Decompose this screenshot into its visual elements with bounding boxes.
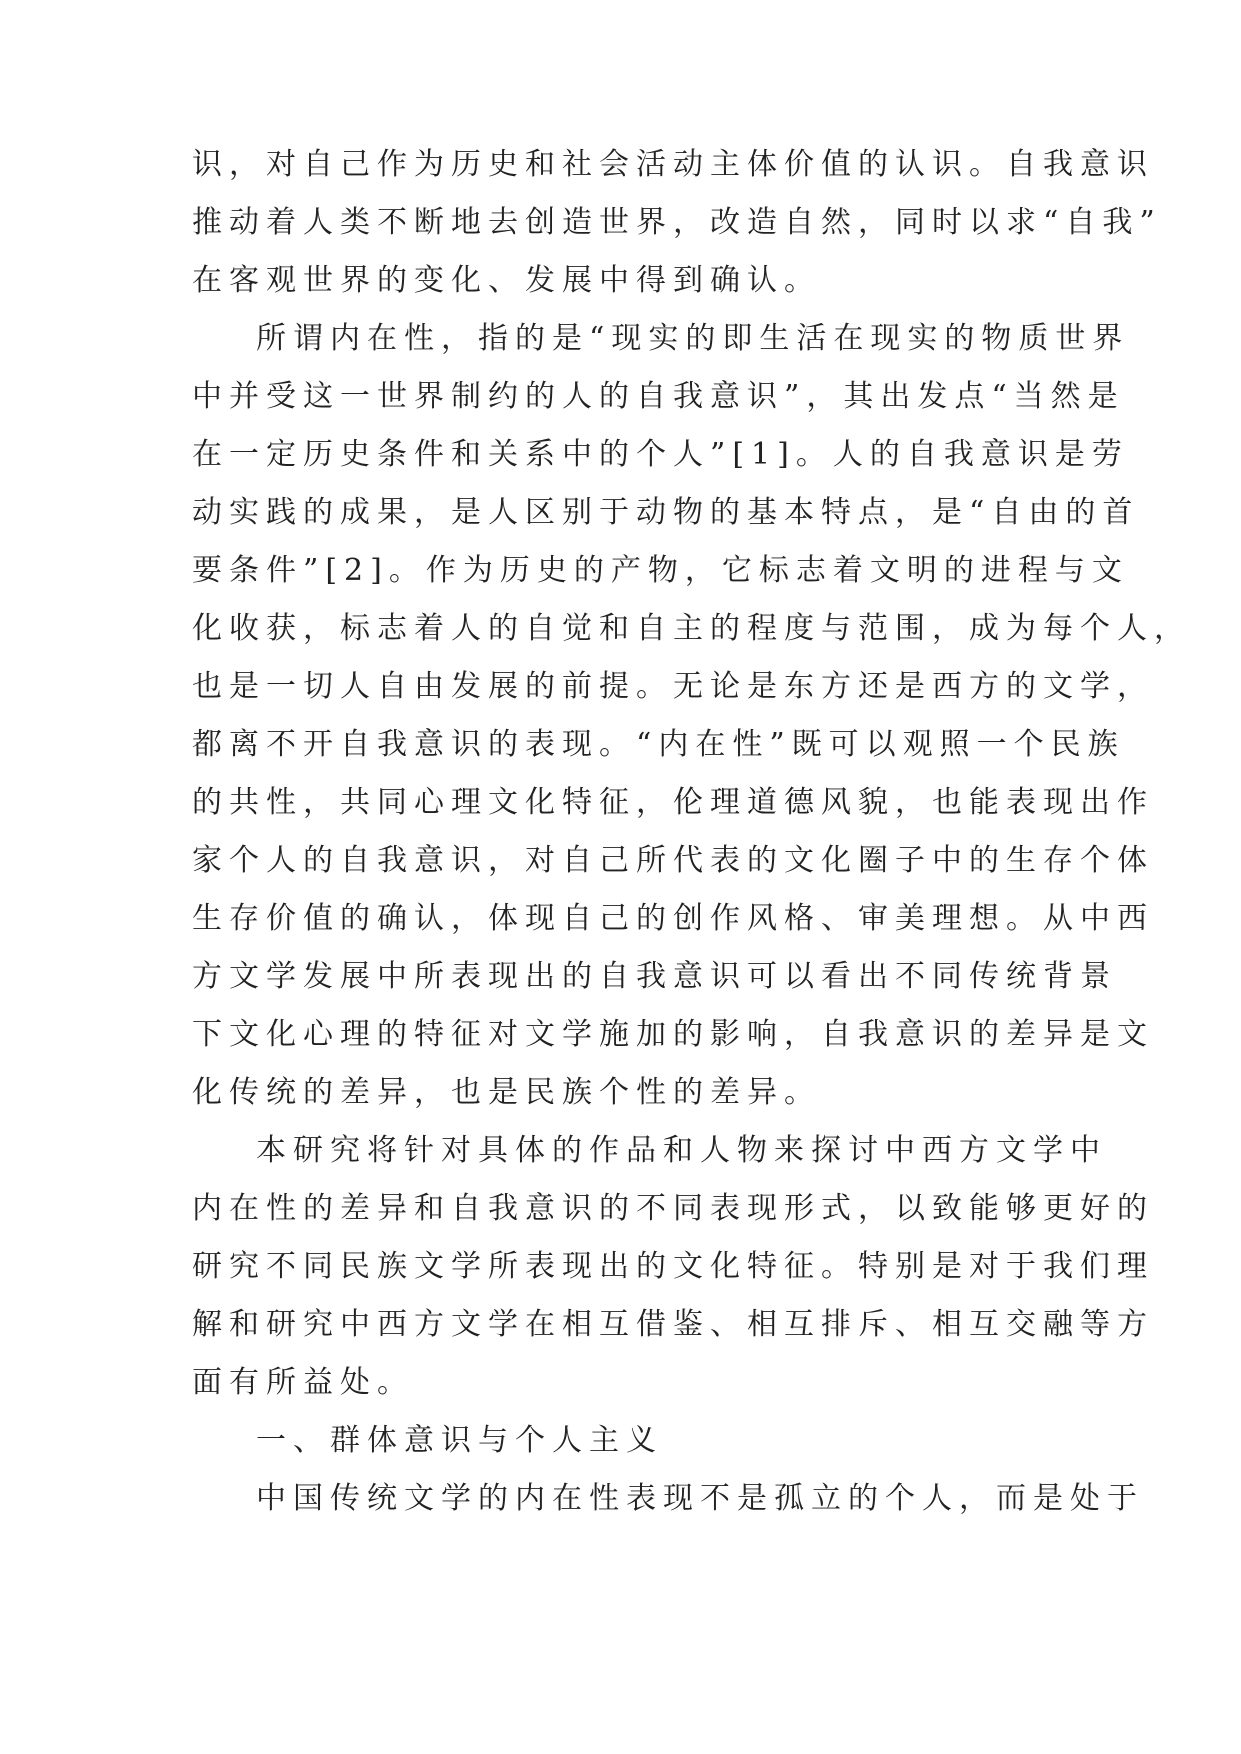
text-line: 推动着人类不断地去创造世界，改造自然，同时以求“自我”	[192, 205, 1162, 240]
text-line: 家个人的自我意识，对自己所代表的文化圈子中的生存个体	[192, 843, 1154, 878]
text-line: 都离不开自我意识的表现。“内在性”既可以观照一个民族	[192, 727, 1125, 762]
text-line: 方文学发展中所表现出的自我意识可以看出不同传统背景	[192, 959, 1117, 994]
text-line: 中并受这一世界制约的人的自我意识”，其出发点“当然是	[192, 379, 1125, 414]
text-line: 也是一切人自由发展的前提。无论是东方还是西方的文学，	[192, 669, 1154, 704]
text-line: 面有所益处。	[192, 1365, 414, 1400]
paragraph-first-line: 本研究将针对具体的作品和人物来探讨中西方文学中	[256, 1133, 1107, 1168]
text-line: 化传统的差异，也是民族个性的差异。	[192, 1075, 821, 1110]
text-line: 内在性的差异和自我意识的不同表现形式，以致能够更好的	[192, 1191, 1154, 1226]
text-line: 化收获，标志着人的自觉和自主的程度与范围，成为每个人，	[192, 611, 1191, 646]
text-line: 识，对自己作为历史和社会活动主体价值的认识。自我意识	[192, 147, 1154, 182]
text-line: 下文化心理的特征对文学施加的影响，自我意识的差异是文	[192, 1017, 1154, 1052]
paragraph-first-line: 所谓内在性，指的是“现实的即生活在现实的物质世界	[256, 321, 1130, 356]
section-heading: 一、群体意识与个人主义	[256, 1423, 663, 1458]
text-line: 生存价值的确认，体现自己的创作风格、审美理想。从中西	[192, 901, 1154, 936]
text-line: 的共性，共同心理文化特征，伦理道德风貌，也能表现出作	[192, 785, 1154, 820]
text-line: 在客观世界的变化、发展中得到确认。	[192, 263, 821, 298]
text-line: 研究不同民族文学所表现出的文化特征。特别是对于我们理	[192, 1249, 1154, 1284]
text-line: 解和研究中西方文学在相互借鉴、相互排斥、相互交融等方	[192, 1307, 1154, 1342]
paragraph-first-line: 中国传统文学的内在性表现不是孤立的个人，而是处于	[256, 1481, 1144, 1516]
text-line: 动实践的成果，是人区别于动物的基本特点，是“自由的首	[192, 495, 1140, 530]
text-line: 在一定历史条件和关系中的个人”[1]。人的自我意识是劳	[192, 437, 1129, 472]
text-line: 要条件”[2]。作为历史的产物，它标志着文明的进程与文	[192, 553, 1129, 588]
